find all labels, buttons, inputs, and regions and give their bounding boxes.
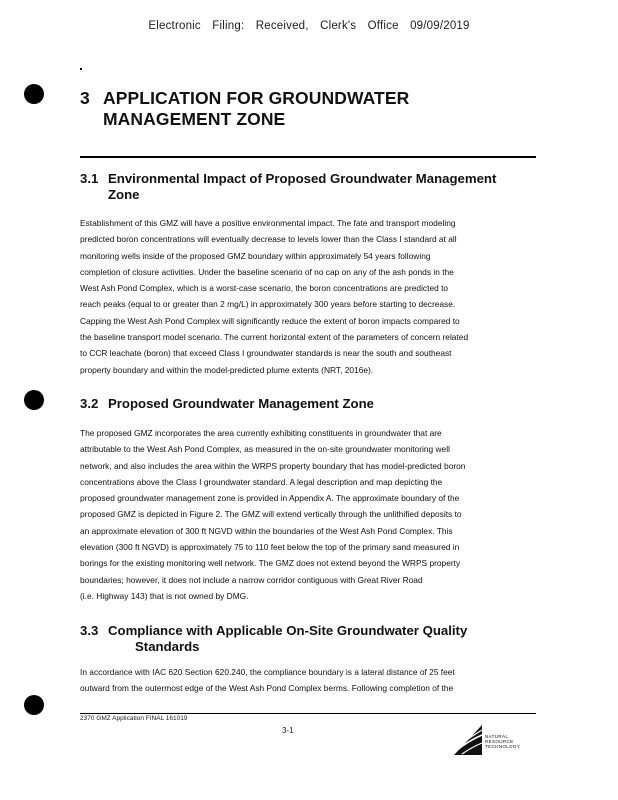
paragraph-line: reach peaks (equal to or greater than 2 mg/L) in approximately 300 years before starting to decrease. — [80, 299, 456, 310]
section-number: 3.1 — [80, 171, 99, 186]
paragraph-line: West Ash Pond Complex, which is a worst-case scenario, the boron concentrations are predicted to — [80, 283, 449, 294]
logo-line: NATURAL — [485, 734, 509, 739]
chapter-number: 3 — [80, 88, 90, 108]
chapter-heading — [80, 88, 500, 130]
punch-hole-top — [24, 84, 44, 104]
section-heading-3-2 — [80, 396, 530, 412]
section-title-line1: Proposed Groundwater Management Zone — [108, 396, 374, 411]
punch-hole-middle — [24, 390, 44, 410]
section-number: 3.2 — [80, 396, 99, 411]
paragraph-line: property boundary and within the model-predicted plume extents (NRT, 2016e). — [80, 364, 374, 375]
paragraph-line: The proposed GMZ incorporates the area currently exhibiting constituents in groundwater that are — [80, 428, 442, 438]
document-id: 2370 GMZ Application FINAL 161019 — [80, 715, 188, 722]
heading-rule — [80, 156, 536, 158]
paragraph-3-2 — [80, 425, 532, 604]
paragraph-line: borings for the existing monitoring well network. The GMZ does not extend beyond the WRPS property — [80, 558, 461, 569]
paragraph-line: monitoring wells inside of the proposed GMZ boundary within approximately 54 years following — [80, 250, 431, 261]
paragraph-line: Establishment of this GMZ will have a positive environmental impact. The fate and transport modeling — [80, 218, 456, 228]
paragraph-line: elevation (300 ft NGVD) is approximately 75 to 110 feet below the top of the primary sand measured in — [80, 542, 460, 553]
footer-rule — [80, 713, 536, 714]
paragraph-3-1 — [80, 215, 532, 378]
scan-speck — [80, 68, 82, 70]
paragraph-line: (i.e. Highway 143) that is not owned by DMG. — [80, 590, 249, 601]
paragraph-line: completion of closure activities. Under the baseline scenario of no cap on any of the ash ponds in the — [80, 266, 454, 277]
logo-line: TECHNOLOGY — [485, 744, 521, 750]
paragraph-line: concentrations above the Class I groundwater standard. A legal description and map depicting the — [80, 476, 443, 487]
filing-stamp: Electronic Filing: Received, Clerk's Office 09/09/2019 — [148, 20, 470, 32]
section-title-line2: Standards — [135, 639, 200, 654]
chapter-title-line2: MANAGEMENT ZONE — [103, 109, 286, 129]
section-heading-3-1 — [80, 171, 530, 203]
page-number: 3-1 — [282, 726, 294, 735]
section-heading-3-3 — [80, 623, 530, 655]
company-logo-text — [485, 734, 520, 750]
paragraph-line: network, and also includes the area within the WRPS property boundary that has model-predicted boron — [80, 460, 466, 471]
paragraph-3-3 — [80, 664, 532, 697]
paragraph-line: attributable to the West Ash Pond Complex, as measured in the on-site groundwater monitoring well — [80, 444, 450, 455]
section-number: 3.3 — [80, 623, 99, 638]
paragraph-line: proposed GMZ is depicted in Figure 2. The GMZ will extend vertically through the unlithified deposits to — [80, 509, 462, 520]
paragraph-line: boundaries; however, it does not include a narrow corridor contiguous with Great River Road — [80, 574, 423, 585]
chapter-title-line1: APPLICATION FOR GROUNDWATER — [103, 88, 410, 108]
paragraph-line: to CCR leachate (boron) that exceed Class I groundwater standards is near the south and southeast — [80, 348, 452, 359]
logo-line: RESOURCE — [485, 739, 514, 745]
paragraph-line: outward from the outermost edge of the West Ash Pond Complex berms. Following completion of the — [80, 683, 454, 694]
paragraph-line: Capping the West Ash Pond Complex will significantly reduce the extent of boron impacts compared to — [80, 315, 460, 326]
paragraph-line: In accordance with IAC 620 Section 620.240, the compliance boundary is a lateral distance of 25 feet — [80, 667, 455, 677]
section-title-line2: Zone — [108, 187, 140, 202]
paragraph-line: predicted boron concentrations will eventually decrease to levels lower than the Class I standard at all — [80, 234, 457, 245]
paragraph-line: the baseline transport model scenario. The current horizontal extent of the parameters of concern related — [80, 332, 469, 343]
paragraph-line: an approximate elevation of 300 ft NGVD within the boundaries of the West Ash Pond Complex. This — [80, 525, 453, 536]
punch-hole-bottom — [24, 695, 44, 715]
section-title-line1: Environmental Impact of Proposed Groundwater Management — [108, 171, 497, 186]
section-title-line1: Compliance with Applicable On-Site Groundwater Quality — [108, 623, 468, 638]
paragraph-line: proposed groundwater management zone is provided in Appendix A. The approximate boundary of the — [80, 493, 460, 504]
